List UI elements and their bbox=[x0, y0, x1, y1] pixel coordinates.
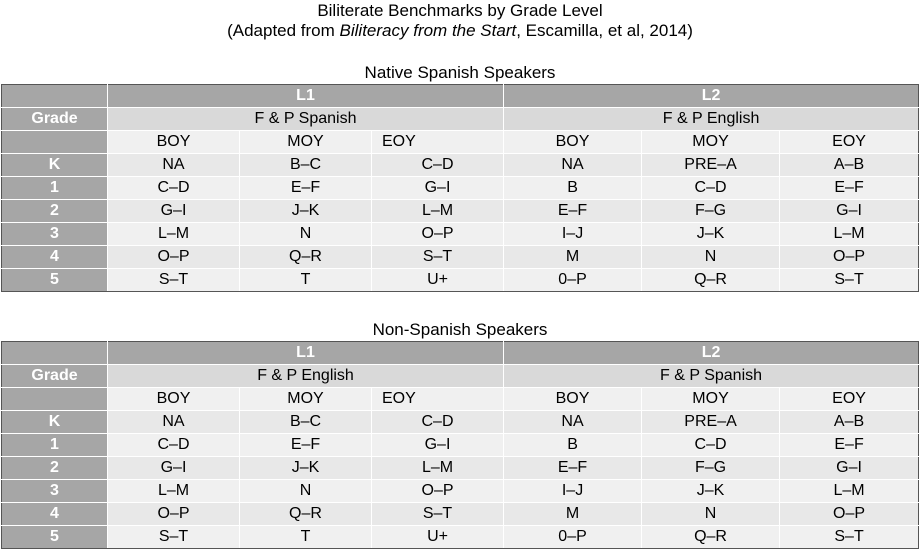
benchmark-cell: Q–R bbox=[642, 526, 780, 549]
grade-cell: 5 bbox=[2, 526, 108, 549]
benchmark-cell: S–T bbox=[372, 246, 504, 269]
benchmark-cell: S–T bbox=[372, 503, 504, 526]
benchmark-cell: A–B bbox=[780, 411, 919, 434]
l1-assessment-header: F & P English bbox=[108, 365, 504, 388]
benchmark-cell: A–B bbox=[780, 154, 919, 177]
benchmark-cell: L–M bbox=[372, 457, 504, 480]
benchmark-cell: Q–R bbox=[240, 503, 372, 526]
benchmark-cell: Q–R bbox=[642, 269, 780, 292]
l1-header: L1 bbox=[108, 85, 504, 108]
benchmark-cell: E–F bbox=[240, 177, 372, 200]
benchmark-cell: S–T bbox=[780, 269, 919, 292]
document-source-citation bbox=[0, 21, 920, 41]
period-header: EOY bbox=[372, 388, 504, 411]
period-header: MOY bbox=[240, 388, 372, 411]
benchmark-cell: NA bbox=[108, 154, 240, 177]
benchmark-cell: J–K bbox=[642, 480, 780, 503]
table-row bbox=[2, 526, 919, 549]
benchmark-cell: O–P bbox=[108, 246, 240, 269]
l2-assessment-header: F & P Spanish bbox=[504, 365, 919, 388]
benchmark-cell: C–D bbox=[372, 411, 504, 434]
benchmark-cell: G–I bbox=[372, 434, 504, 457]
benchmark-cell: O–P bbox=[372, 480, 504, 503]
benchmark-cell: NA bbox=[108, 411, 240, 434]
header-corner-cell bbox=[2, 342, 108, 365]
table-row bbox=[2, 480, 919, 503]
table-caption-native-spanish: Native Spanish Speakers bbox=[364, 63, 556, 82]
benchmark-cell: PRE–A bbox=[642, 411, 780, 434]
benchmark-table-native-spanish bbox=[1, 84, 919, 292]
grade-cell: K bbox=[2, 411, 108, 434]
benchmark-cell: I–J bbox=[504, 480, 642, 503]
benchmark-cell: N bbox=[642, 246, 780, 269]
benchmark-cell: S–T bbox=[108, 269, 240, 292]
period-row-grade-cell bbox=[2, 388, 108, 411]
l2-header: L2 bbox=[504, 85, 919, 108]
benchmark-cell: F–G bbox=[642, 457, 780, 480]
benchmark-cell: O–P bbox=[780, 246, 919, 269]
benchmark-cell: E–F bbox=[504, 200, 642, 223]
grade-cell: 2 bbox=[2, 200, 108, 223]
period-header: EOY bbox=[372, 131, 504, 154]
l1-header: L1 bbox=[108, 342, 504, 365]
benchmark-cell: J–K bbox=[240, 457, 372, 480]
grade-cell: 3 bbox=[2, 480, 108, 503]
period-header: BOY bbox=[108, 388, 240, 411]
period-header: EOY bbox=[780, 131, 919, 154]
period-header: BOY bbox=[504, 388, 642, 411]
period-header: BOY bbox=[504, 131, 642, 154]
citation-prefix: (Adapted from bbox=[227, 21, 340, 40]
benchmark-cell: B–C bbox=[240, 411, 372, 434]
table-row bbox=[2, 223, 919, 246]
benchmark-cell: C–D bbox=[642, 434, 780, 457]
benchmark-cell: C–D bbox=[108, 177, 240, 200]
benchmark-cell: N bbox=[240, 480, 372, 503]
benchmark-cell: Q–R bbox=[240, 246, 372, 269]
benchmark-cell: S–T bbox=[780, 526, 919, 549]
benchmark-cell: L–M bbox=[780, 480, 919, 503]
benchmark-table-non-spanish bbox=[1, 341, 919, 549]
benchmark-cell: U+ bbox=[372, 269, 504, 292]
l1-assessment-header: F & P Spanish bbox=[108, 108, 504, 131]
table-row bbox=[2, 269, 919, 292]
table-row bbox=[2, 154, 919, 177]
benchmark-cell: O–P bbox=[372, 223, 504, 246]
benchmark-cell: L–M bbox=[780, 223, 919, 246]
table-row bbox=[2, 411, 919, 434]
citation-book-title: Biliteracy from the Start bbox=[339, 21, 517, 40]
benchmark-cell: E–F bbox=[240, 434, 372, 457]
benchmark-cell: N bbox=[642, 503, 780, 526]
l2-header: L2 bbox=[504, 342, 919, 365]
period-row-grade-cell bbox=[2, 131, 108, 154]
benchmark-cell: 0–P bbox=[504, 269, 642, 292]
benchmark-cell: C–D bbox=[642, 177, 780, 200]
period-header: MOY bbox=[642, 388, 780, 411]
benchmark-cell: G–I bbox=[108, 457, 240, 480]
benchmark-cell: PRE–A bbox=[642, 154, 780, 177]
table-row bbox=[2, 434, 919, 457]
citation-suffix: , Escamilla, et al, 2014) bbox=[516, 21, 693, 40]
benchmark-cell: B–C bbox=[240, 154, 372, 177]
benchmark-cell: L–M bbox=[108, 223, 240, 246]
benchmark-cell: B bbox=[504, 434, 642, 457]
benchmark-cell: B bbox=[504, 177, 642, 200]
grade-cell: 2 bbox=[2, 457, 108, 480]
benchmark-cell: G–I bbox=[108, 200, 240, 223]
benchmark-cell: I–J bbox=[504, 223, 642, 246]
benchmark-cell: J–K bbox=[642, 223, 780, 246]
period-header: MOY bbox=[642, 131, 780, 154]
benchmark-cell: O–P bbox=[780, 503, 919, 526]
benchmark-cell: O–P bbox=[108, 503, 240, 526]
grade-cell: 5 bbox=[2, 269, 108, 292]
benchmark-cell: M bbox=[504, 246, 642, 269]
benchmark-cell: L–M bbox=[372, 200, 504, 223]
benchmark-cell: NA bbox=[504, 154, 642, 177]
benchmark-cell: T bbox=[240, 269, 372, 292]
benchmark-cell: U+ bbox=[372, 526, 504, 549]
grade-cell: 4 bbox=[2, 246, 108, 269]
benchmark-cell: T bbox=[240, 526, 372, 549]
period-header: BOY bbox=[108, 131, 240, 154]
table-caption-non-spanish: Non-Spanish Speakers bbox=[372, 320, 548, 339]
table-row bbox=[2, 177, 919, 200]
grade-cell: 4 bbox=[2, 503, 108, 526]
grade-column-header: Grade bbox=[2, 108, 108, 131]
grade-cell: K bbox=[2, 154, 108, 177]
benchmark-cell: E–F bbox=[504, 457, 642, 480]
benchmark-cell: G–I bbox=[372, 177, 504, 200]
table-row bbox=[2, 200, 919, 223]
benchmark-cell: L–M bbox=[108, 480, 240, 503]
l2-assessment-header: F & P English bbox=[504, 108, 919, 131]
benchmark-cell: M bbox=[504, 503, 642, 526]
benchmark-cell: J–K bbox=[240, 200, 372, 223]
grade-cell: 1 bbox=[2, 177, 108, 200]
grade-cell: 3 bbox=[2, 223, 108, 246]
benchmark-cell: NA bbox=[504, 411, 642, 434]
benchmark-cell: S–T bbox=[108, 526, 240, 549]
benchmark-cell: G–I bbox=[780, 457, 919, 480]
header-corner-cell bbox=[2, 85, 108, 108]
benchmark-cell: F–G bbox=[642, 200, 780, 223]
benchmark-cell: C–D bbox=[108, 434, 240, 457]
benchmark-cell: G–I bbox=[780, 200, 919, 223]
benchmark-cell: E–F bbox=[780, 177, 919, 200]
period-header: MOY bbox=[240, 131, 372, 154]
benchmark-cell: 0–P bbox=[504, 526, 642, 549]
grade-cell: 1 bbox=[2, 434, 108, 457]
table-row bbox=[2, 503, 919, 526]
benchmark-cell: N bbox=[240, 223, 372, 246]
period-header: EOY bbox=[780, 388, 919, 411]
table-row bbox=[2, 246, 919, 269]
benchmark-cell: E–F bbox=[780, 434, 919, 457]
table-row bbox=[2, 457, 919, 480]
grade-column-header: Grade bbox=[2, 365, 108, 388]
document-title: Biliterate Benchmarks by Grade Level bbox=[317, 1, 603, 20]
benchmark-cell: C–D bbox=[372, 154, 504, 177]
